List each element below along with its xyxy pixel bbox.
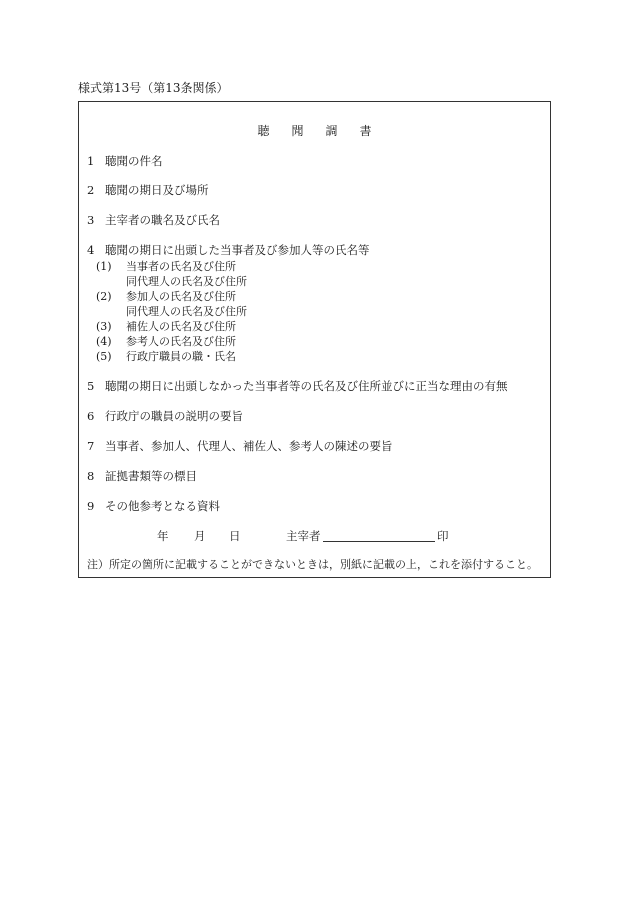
item-3: 3 主宰者の職名及び氏名 [87,213,220,227]
item-7: 7 当事者、参加人、代理人、補佐人、参考人の陳述の要旨 [87,439,393,453]
subitem-3: (3) 補佐人の氏名及び住所 [96,320,236,333]
item-5: 5 聴聞の期日に出頭しなかった当事者等の氏名及び住所並びに正当な理由の有無 [87,379,508,393]
subitem-2: (2) 参加人の氏名及び住所 [96,290,236,303]
hearing-record-form [78,101,551,578]
item-1: 1 聴聞の件名 [87,154,163,168]
form-number: 様式第13号（第13条関係） [78,81,229,95]
seal-label: 印 [437,529,449,543]
subitem-2-agent: 同代理人の氏名及び住所 [126,305,247,318]
subitem-1: (1) 当事者の氏名及び住所 [96,260,236,273]
year-label: 年 [157,529,169,543]
footnote: 注）所定の箇所に記載することができないときは，別紙に記載の上，これを添付すること。 [87,558,538,571]
presider-label: 主宰者 [286,529,321,543]
signature-row [79,528,550,546]
day-label: 日 [229,529,241,543]
subitem-1-agent: 同代理人の氏名及び住所 [126,275,247,288]
presider-signature-line[interactable] [323,541,435,542]
subitem-4: (4) 参考人の氏名及び住所 [96,335,236,348]
item-6: 6 行政庁の職員の説明の要旨 [87,409,243,423]
item-8: 8 証拠書類等の標目 [87,469,197,483]
subitem-5: (5) 行政庁職員の職・氏名 [96,350,236,363]
item-2: 2 聴聞の期日及び場所 [87,183,209,197]
item-4: 4 聴聞の期日に出頭した当事者及び参加人等の氏名等 [87,243,370,257]
form-title: 聴聞調書 [257,124,394,138]
item-9: 9 その他参考となる資料 [87,499,220,513]
month-label: 月 [194,529,206,543]
